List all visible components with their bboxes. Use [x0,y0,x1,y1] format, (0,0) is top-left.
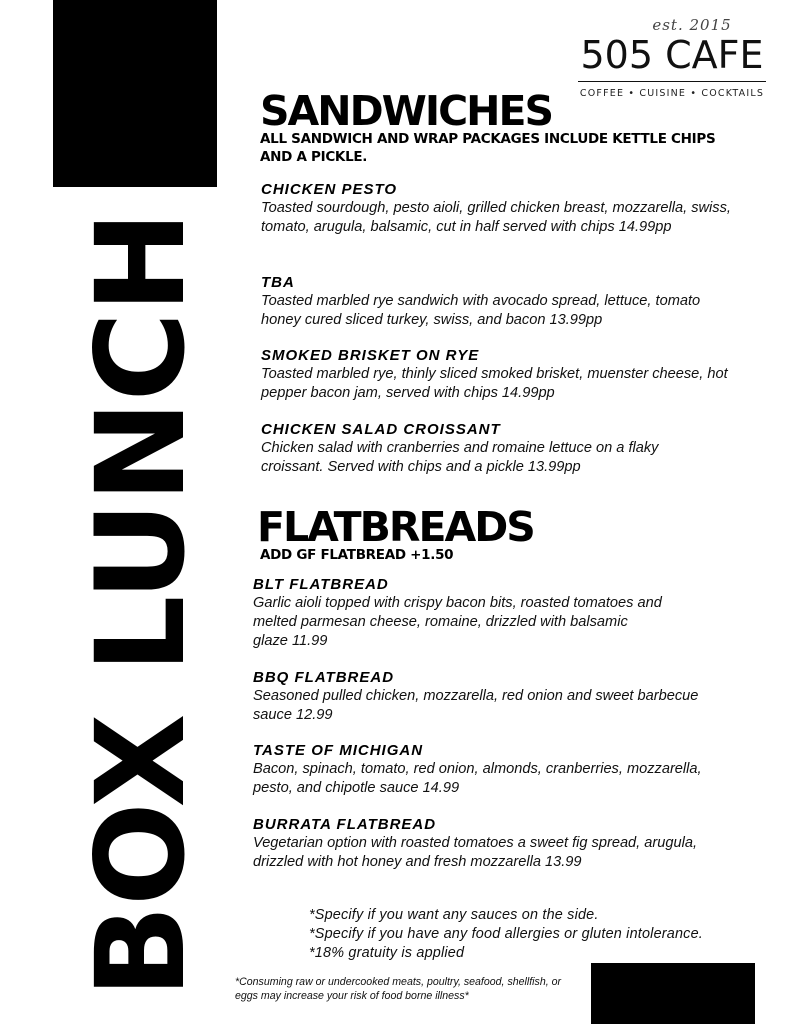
menu-item-name: TASTE OF MICHIGAN [253,742,424,759]
menu-item [253,741,733,798]
menu-item-name: TBA [261,274,295,291]
decorative-black-block-top [53,0,217,187]
sandwiches-subheading: ALL SANDWICH AND WRAP PACKAGES INCLUDE KETTLE CHIPS AND A PICKLE. [260,131,716,165]
menu-item [261,180,731,237]
order-note: *18% gratuity is applied [309,945,465,961]
food-safety-disclaimer: *Consuming raw or undercooked meats, poultry, seafood, shellfish, or eggs may increase your risk of food borne illness* [235,976,562,1002]
cafe-logo [576,16,768,99]
menu-item [253,575,703,651]
menu-item [261,420,701,477]
menu-item [261,346,731,403]
flatbreads-heading: FLATBREADS [257,503,534,551]
menu-item [253,815,733,872]
menu-item-name: CHICKEN SALAD CROISSANT [261,421,501,438]
menu-item-name: BURRATA FLATBREAD [253,816,437,833]
order-notes [309,906,703,963]
order-note: *Specify if you have any food allergies or gluten intolerance. [309,926,703,942]
logo-divider [578,81,766,82]
menu-item-name: BBQ FLATBREAD [253,669,395,686]
menu-item-name: SMOKED BRISKET ON RYE [261,347,480,364]
logo-tagline: COFFEE • CUISINE • COCKTAILS [579,88,765,99]
order-note: *Specify if you want any sauces on the side. [309,907,599,923]
menu-item-description: Toasted marbled rye sandwich with avocado spread, lettuce, tomato honey cured sliced turkey, swiss, and bacon 13.99pp [261,293,701,328]
menu-item-name: BLT FLATBREAD [253,576,389,593]
menu-item-description: Seasoned pulled chicken, mozzarella, red onion and sweet barbecue sauce 12.99 [253,688,699,723]
logo-established: est. 2015 [652,16,732,34]
menu-item-description: Chicken salad with cranberries and romaine lettuce on a flaky croissant. Served with chips and a pickle 13.99pp [261,440,659,475]
flatbreads-subheading: ADD GF FLATBREAD +1.50 [260,547,454,563]
menu-item [253,668,733,725]
menu-item-description: Toasted marbled rye, thinly sliced smoked brisket, muenster cheese, hot pepper bacon jam, served with chips 14.99pp [261,366,728,401]
logo-name: 505 CAFE [580,33,764,77]
decorative-black-block-bottom [591,963,755,1024]
menu-item [261,273,731,330]
sandwiches-heading: SANDWICHES [260,87,553,135]
menu-item-name: CHICKEN PESTO [261,181,398,198]
box-lunch-vertical-title: BOX LUNCH [70,211,212,998]
menu-item-description: Vegetarian option with roasted tomatoes a sweet fig spread, arugula, drizzled with hot honey and fresh mozzarella 13.99 [253,835,698,870]
menu-item-description: Toasted sourdough, pesto aioli, grilled chicken breast, mozzarella, swiss, tomato, arugula, balsamic, cut in half served with chips 14.99pp [261,200,731,235]
menu-item-description: Garlic aioli topped with crispy bacon bits, roasted tomatoes and melted parmesan cheese, romaine, drizzled with balsamic glaze 11.99 [253,595,662,649]
menu-item-description: Bacon, spinach, tomato, red onion, almonds, cranberries, mozzarella, pesto, and chipotle sauce 14.99 [253,761,702,796]
